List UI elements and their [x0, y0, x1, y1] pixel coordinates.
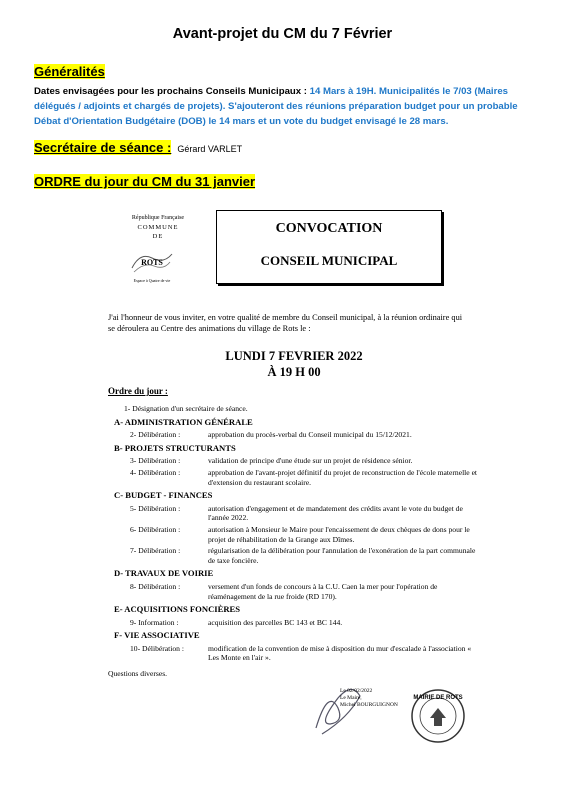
invitation-text: J'ai l'honneur de vous inviter, en votre qualité de membre du Conseil municipal, à la réunion ordinaire qui se déroulera au Centre des animations du village de Rots le : — [108, 313, 463, 333]
sig-title: Le Maire, — [340, 695, 362, 701]
secretaire-line — [34, 140, 242, 155]
meeting-date-line2: À 19 H 00 — [267, 365, 321, 379]
ordre-heading: ORDRE du jour du CM du 31 janvier — [34, 174, 256, 189]
agenda-category-a: A- ADMINISTRATION GÉNÉRALE — [114, 416, 253, 427]
sig-date: Le 02/02/2022 — [340, 688, 373, 694]
sig-name: Michel BOURGUIGNON — [340, 702, 398, 708]
item-key: 2- Délibération : — [130, 430, 181, 440]
item-desc: versement d'un fonds de concours à la C.U. Caen la mer pour l'opération de réaménagement de la rue froide (RD 170). — [208, 581, 438, 601]
logo-text: ROTS — [141, 258, 163, 267]
signature-block — [340, 688, 398, 709]
item-desc: validation de principe d'une étude sur un projet de résidence sénior. — [208, 456, 413, 466]
agenda-item-2 — [130, 430, 480, 440]
item-desc: acquisition des parcelles BC 143 et BC 144. — [208, 617, 343, 627]
item-desc: autorisation à Monsieur le Maire pour l'encaissement de deux chèques de dons pour le projet de réhabilitation de la Grange aux Dîmes. — [208, 524, 470, 544]
agenda-item-3 — [130, 456, 480, 466]
rots-logo-icon — [130, 248, 174, 276]
agenda-item-5 — [130, 504, 480, 523]
agenda-item-1: 1- Désignation d'un secrétaire de séance. — [124, 404, 248, 413]
convocation-scan — [108, 210, 480, 755]
stamp-text: MAIRIE DE ROTS — [413, 695, 463, 701]
agenda-heading: Ordre du jour : — [108, 386, 168, 396]
item-key: 5- Délibération : — [130, 503, 181, 513]
agenda-item-4 — [130, 468, 480, 487]
item-key: 10- Délibération : — [130, 643, 184, 653]
agenda-category-d: D- TRAVAUX DE VOIRIE — [114, 568, 214, 579]
agenda-category-c: C- BUDGET - FINANCES — [114, 490, 213, 501]
agenda-item-8 — [130, 582, 480, 601]
item-desc: approbation de l'avant-projet définitif du projet de reconstruction de l'école maternelle et d'extension du restaurant scolaire. — [208, 467, 478, 487]
agenda-list — [108, 404, 480, 679]
item-key: 9- Information : — [130, 617, 179, 627]
agenda-item-6 — [130, 525, 480, 544]
agenda-category-e: E- ACQUISITIONS FONCIÈRES — [114, 604, 241, 615]
item-desc: autorisation d'engagement et de mandatement des crédits avant le vote du budget de l'année 2022. — [208, 503, 463, 523]
item-desc: modification de la convention de mise à disposition du mur d'escalade à l'association « Les Monte en l'air ». — [208, 643, 472, 663]
meeting-date — [108, 348, 480, 380]
secretaire-value: Gérard VARLET — [177, 144, 243, 154]
item-key: 8- Délibération : — [130, 581, 181, 591]
item-key: 3- Délibération : — [130, 456, 181, 466]
generalites-text-blue: 14 Mars à 19H. Municipalités le 7/03 (Maires délégués / adjoints et chargés de projets). S'ajouteront des réunions préparation budget pour un probable Débat d'Orientation Budgétaire (DOB) le 14 mars et un vote du budget envisagé le 28 mars. — [34, 86, 518, 127]
mairie-stamp-icon — [410, 688, 466, 744]
generalites-text-black: Dates envisagées pour les prochains Conseils Municipaux : — [34, 86, 310, 97]
item-desc: approbation du procès-verbal du Conseil municipal du 15/12/2021. — [208, 430, 412, 440]
rep-line2: COMMUNE — [137, 224, 179, 231]
agenda-item-7 — [130, 546, 480, 565]
item-key: 6- Délibération : — [130, 524, 181, 534]
generalites-heading: Généralités — [34, 64, 105, 79]
generalites-text — [34, 84, 539, 129]
convocation-line2: CONSEIL MUNICIPAL — [260, 253, 398, 268]
item-key: 7- Délibération : — [130, 546, 181, 556]
rep-line1: République Française — [131, 215, 185, 221]
meeting-date-line1: LUNDI 7 FEVRIER 2022 — [225, 349, 363, 363]
page-title: Avant-projet du CM du 7 Février — [172, 26, 393, 42]
rep-line3: DE — [152, 233, 164, 240]
republique-block — [118, 214, 198, 241]
convocation-box — [216, 210, 442, 284]
agenda-category-b: B- PROJETS STRUCTURANTS — [114, 442, 236, 453]
agenda-item-10 — [130, 644, 480, 663]
item-desc: régularisation de la délibération pour l'annulation de l'exonération de la part communale de taxe foncière. — [208, 546, 476, 565]
item-key: 4- Délibération : — [130, 467, 181, 477]
questions-diverses: Questions diverses. — [108, 669, 168, 679]
logo-caption: Espace à Quatre de vie — [133, 278, 171, 283]
secretaire-heading: Secrétaire de séance : — [34, 140, 172, 155]
convocation-line1: CONVOCATION — [275, 221, 383, 236]
agenda-item-9 — [130, 618, 480, 628]
agenda-category-f: F- VIE ASSOCIATIVE — [114, 630, 200, 641]
